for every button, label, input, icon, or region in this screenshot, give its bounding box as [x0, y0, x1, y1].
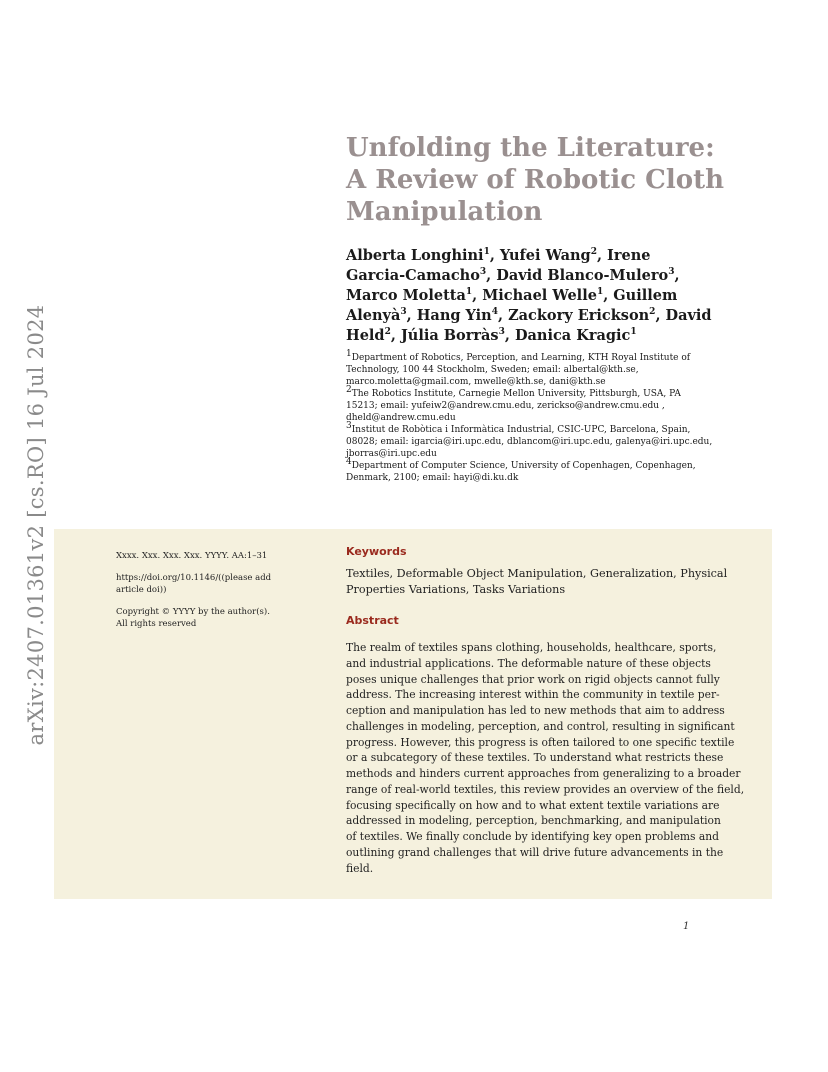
affiliation-mark: 4	[491, 307, 498, 318]
copyright-line: Copyright © YYYY by the author(s).	[116, 607, 270, 617]
title-line: Unfolding the Literature:	[346, 133, 715, 163]
affiliation-line	[346, 472, 726, 484]
affiliation-text: Institut de Robòtica i Informàtica Industrial, CSIC-UPC, Barcelona, Spain,	[351, 425, 691, 435]
abstract-line: outlining grand challenges that will drive future advancements in the	[346, 845, 724, 859]
copyright-block	[116, 606, 326, 630]
affiliation-mark: 1	[483, 247, 490, 258]
author-list	[346, 246, 726, 346]
abstract-line: and industrial applications. The deformable nature of these objects	[346, 656, 711, 670]
publication-meta	[116, 550, 326, 640]
author-name: Marco Moletta	[346, 287, 466, 304]
affiliation-line	[346, 448, 726, 460]
affiliation-text: Denmark, 2100; email: hayi@di.ku.dk	[346, 473, 519, 483]
author-name: , Zackory Erickson	[497, 307, 650, 324]
abstract-line: The realm of textiles spans clothing, households, healthcare, sports,	[346, 641, 717, 654]
keywords-line: Properties Variations, Tasks Variations	[346, 583, 566, 596]
abstract-heading: Abstract	[346, 614, 399, 627]
abstract-line: range of real-world textiles, this review provides an overview of the field,	[346, 782, 745, 796]
affiliation-line	[346, 436, 726, 448]
affiliation-mark: 2	[346, 385, 352, 395]
author-name: , Irene	[596, 247, 651, 264]
affiliation-mark: 1	[630, 327, 637, 338]
doi-line: https://doi.org/10.1146/((please add	[116, 573, 272, 583]
affiliation-line	[346, 349, 726, 364]
abstract-text	[346, 640, 745, 876]
author-line	[346, 306, 726, 326]
author-name: , Danica Kragic	[504, 327, 631, 344]
citation-line: Xxxx. Xxx. Xxx. Xxx. YYYY. AA:1–31	[116, 551, 268, 561]
arxiv-identifier-stamp	[16, 295, 56, 755]
affiliation-mark: 2	[384, 327, 391, 338]
author-name: , Yufei Wang	[489, 247, 591, 264]
keywords-text	[346, 566, 726, 598]
affiliation-line	[346, 421, 726, 436]
affiliation-line	[346, 376, 726, 388]
affiliation-text: Department of Computer Science, University of Copenhagen, Copenhagen,	[351, 461, 696, 471]
abstract-line: field.	[346, 861, 374, 875]
author-name: Garcia-Camacho	[346, 267, 480, 284]
author-line	[346, 286, 726, 306]
arxiv-identifier-text: arXiv:2407.01361v2 [cs.RO] 16 Jul 2024	[24, 304, 48, 746]
affiliation-line	[346, 457, 726, 472]
affiliation-line	[346, 400, 726, 412]
affiliation-mark: 1	[346, 349, 352, 359]
author-name: , Michael Welle	[472, 287, 597, 304]
affiliation-mark: 4	[346, 457, 352, 467]
affiliation-mark: 2	[649, 307, 656, 318]
title-line: A Review of Robotic Cloth	[346, 165, 724, 195]
author-name: Held	[346, 327, 385, 344]
affiliation-text: The Robotics Institute, Carnegie Mellon University, Pittsburgh, USA, PA	[351, 389, 681, 399]
affiliation-mark: 2	[590, 247, 597, 258]
abstract-line: or a subcategory of these textiles. To understand what restricts these	[346, 751, 724, 765]
author-name: Alberta Longhini	[346, 247, 484, 264]
abstract-line: methods and hinders current approaches from generalizing to a broader	[346, 767, 741, 780]
affiliation-text: jborras@iri.upc.edu	[346, 449, 437, 459]
affiliation-mark: 3	[668, 267, 675, 278]
copyright-line: All rights reserved	[116, 619, 197, 629]
affiliation-text: 15213; email: yufeiw2@andrew.cmu.edu, zerickso@andrew.cmu.edu ,	[346, 401, 665, 411]
affiliation-line	[346, 364, 726, 376]
affiliation-text: marco.moletta@gmail.com, mwelle@kth.se, dani@kth.se	[346, 377, 606, 387]
author-name: ,	[674, 267, 680, 284]
author-line	[346, 266, 726, 286]
keywords-line: Textiles, Deformable Object Manipulation, Generalization, Physical	[346, 567, 728, 580]
paper-title	[346, 132, 786, 228]
affiliation-mark: 3	[346, 421, 352, 431]
abstract-line: challenges in modeling, perception, and control, resulting in significant	[346, 719, 735, 733]
affiliation-mark: 1	[596, 287, 604, 298]
abstract-line: ception and manipulation has led to new methods that aim to address	[346, 704, 725, 717]
author-name: , Hang Yin	[406, 307, 492, 324]
affiliation-mark: 1	[465, 287, 473, 298]
author-name: , David	[655, 307, 712, 324]
abstract-line: address. The increasing interest within the community in textile per-	[346, 688, 720, 702]
abstract-line: progress. However, this progress is often tailored to one specific textile	[346, 735, 735, 749]
doi-line: article doi))	[116, 585, 167, 595]
title-line: Manipulation	[346, 197, 543, 227]
keywords-heading: Keywords	[346, 545, 407, 558]
affiliation-text: 08028; email: igarcia@iri.upc.edu, dblancom@iri.upc.edu, galenya@iri.upc.edu,	[346, 437, 713, 447]
abstract-line: addressed in modeling, perception, benchmarking, and manipulation	[346, 814, 721, 828]
author-name: , David Blanco-Mulero	[486, 267, 669, 284]
affiliations	[346, 349, 726, 484]
affiliation-text: Technology, 100 44 Stockholm, Sweden; email: albertal@kth.se,	[346, 365, 639, 375]
author-name: , Guillem	[603, 287, 678, 304]
affiliation-text: dheld@andrew.cmu.edu	[346, 413, 456, 423]
abstract-line: of textiles. We finally conclude by identifying key open problems and	[346, 830, 720, 843]
abstract-line: poses unique challenges that prior work on rigid objects cannot fully	[346, 672, 720, 686]
affiliation-line	[346, 412, 726, 424]
affiliation-mark: 3	[479, 267, 487, 278]
affiliation-text: Department of Robotics, Perception, and Learning, KTH Royal Institute of	[351, 353, 691, 363]
author-line	[346, 246, 726, 266]
affiliation-mark: 3	[400, 307, 407, 318]
doi-block	[116, 572, 326, 596]
affiliation-mark: 3	[498, 327, 505, 338]
author-name: , Júlia Borràs	[390, 327, 499, 344]
abstract-line: focusing specifically on how and to what extent textile variations are	[346, 798, 720, 812]
author-name: Alenyà	[346, 307, 401, 324]
page-number: 1	[683, 921, 690, 932]
author-line	[346, 326, 726, 346]
affiliation-line	[346, 385, 726, 400]
